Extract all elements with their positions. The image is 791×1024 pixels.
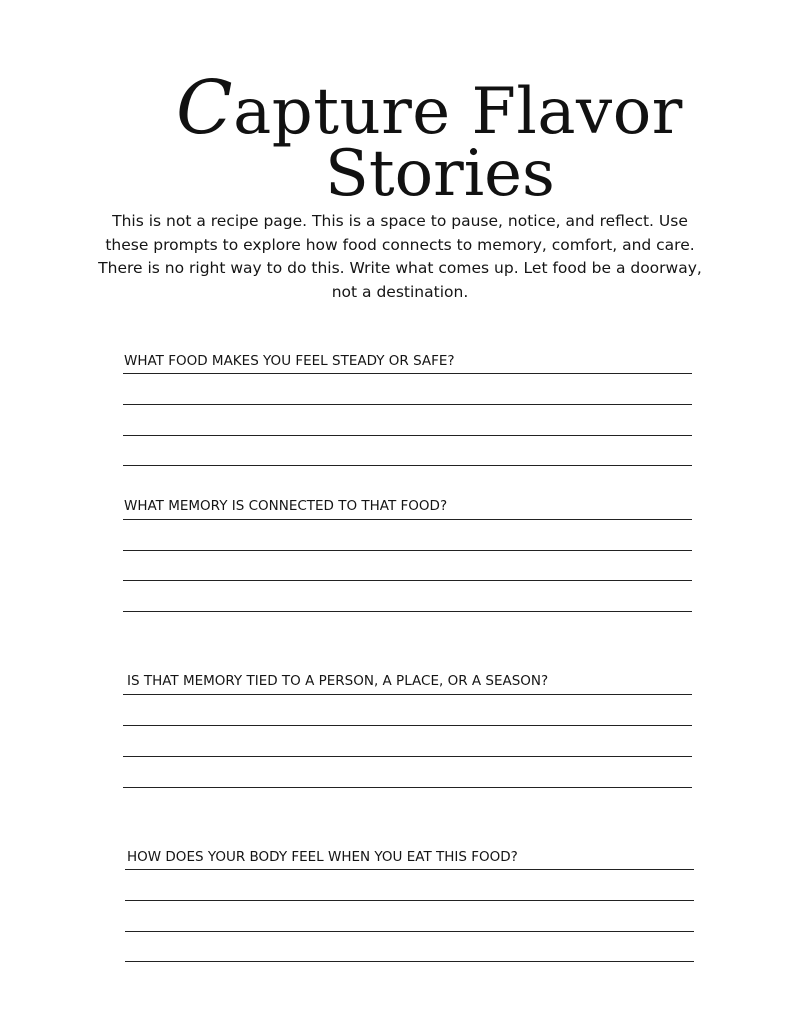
prompt-question-3: IS THAT MEMORY TIED TO A PERSON, A PLACE, OR A SEASON? xyxy=(127,673,549,689)
writing-line[interactable] xyxy=(123,611,692,612)
writing-line[interactable] xyxy=(123,435,692,436)
prompt-question-2: WHAT MEMORY IS CONNECTED TO THAT FOOD? xyxy=(124,498,448,514)
writing-line[interactable] xyxy=(123,373,692,374)
title-line-1-rest: apture Flavor xyxy=(233,75,683,149)
writing-line[interactable] xyxy=(123,580,692,581)
title-line-2: Stories xyxy=(325,137,555,211)
prompt-question-4: HOW DOES YOUR BODY FEEL WHEN YOU EAT THIS FOOD? xyxy=(127,849,518,865)
page-title xyxy=(0,65,791,211)
writing-line[interactable] xyxy=(123,725,692,726)
intro-paragraph: This is not a recipe page. This is a space to pause, notice, and reflect. Use these prompts to explore how food connects to memory, comfort, and care. There is no right way to do this. Write what comes up. Let food be a doorway, not a destination. xyxy=(98,212,702,301)
writing-line[interactable] xyxy=(125,900,694,901)
writing-line[interactable] xyxy=(123,465,692,466)
writing-line[interactable] xyxy=(125,869,694,870)
writing-line[interactable] xyxy=(125,961,694,962)
prompt-question-1: WHAT FOOD MAKES YOU FEEL STEADY OR SAFE? xyxy=(124,353,455,369)
writing-line[interactable] xyxy=(125,931,694,932)
writing-line[interactable] xyxy=(123,694,692,695)
writing-line[interactable] xyxy=(123,787,692,788)
writing-line[interactable] xyxy=(123,756,692,757)
writing-line[interactable] xyxy=(123,404,692,405)
writing-line[interactable] xyxy=(123,550,692,551)
title-initial: C xyxy=(176,65,234,151)
writing-line[interactable] xyxy=(123,519,692,520)
